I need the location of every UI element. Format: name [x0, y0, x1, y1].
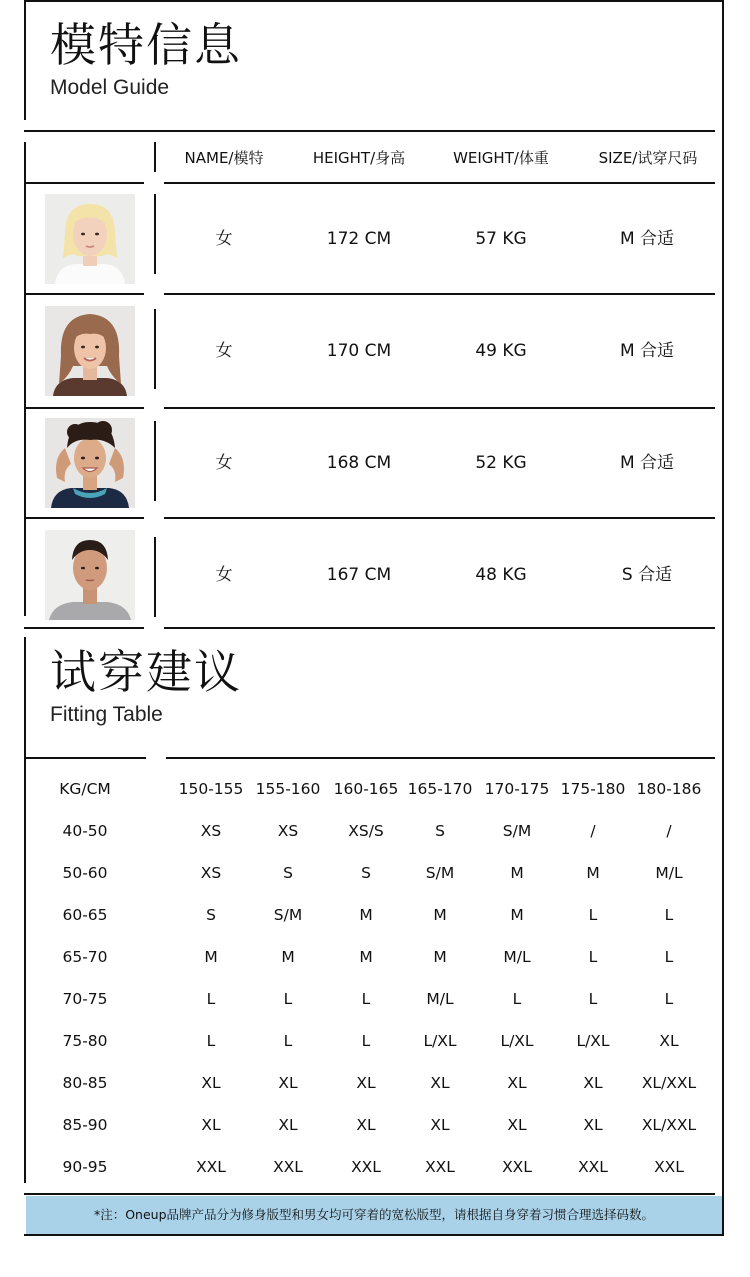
fitting-cell: XXL: [273, 1158, 303, 1176]
fitting-corner-label: KG/CM: [59, 780, 111, 798]
fitting-cell: XS/S: [348, 822, 384, 840]
model-4-weight: 48 KG: [475, 565, 527, 585]
fitting-cell: L: [664, 990, 674, 1008]
row-sep-right-1: [164, 293, 715, 295]
fitting-cell: XL: [278, 1116, 298, 1134]
fitting-cell: XL: [278, 1074, 298, 1092]
fitting-cell: L: [206, 990, 216, 1008]
fitting-divider-left: [24, 757, 146, 759]
header-weight: WEIGHT/体重: [453, 149, 549, 167]
row-sep-left-0: [24, 182, 144, 184]
model-1-weight: 57 KG: [475, 229, 527, 249]
row-sep-right-2: [164, 407, 715, 409]
fitting-cell: S/M: [273, 906, 303, 924]
fitting-cell: S: [361, 864, 371, 882]
model-photo-3: [45, 418, 135, 508]
fitting-cell: L: [283, 990, 293, 1008]
fitting-cell: XXL: [502, 1158, 532, 1176]
fitting-cell: XS: [277, 822, 299, 840]
fitting-cell: M: [586, 864, 600, 882]
fitting-cell: L: [361, 990, 371, 1008]
fitting-col-header: 160-165: [333, 780, 399, 798]
header-vertical-rule: [154, 142, 156, 172]
model-1-height: 172 CM: [326, 229, 392, 249]
fitting-cell: S/M: [425, 864, 455, 882]
model-2-height: 170 CM: [326, 341, 392, 361]
fitting-cell: L: [512, 990, 522, 1008]
fitting-cell: L/XL: [576, 1032, 610, 1050]
fitting-cell: L: [588, 906, 598, 924]
fitting-col-header: 180-186: [636, 780, 702, 798]
fitting-row-label: 65-70: [62, 948, 108, 966]
left-rule-models: [24, 142, 26, 616]
fitting-row-label: 50-60: [62, 864, 108, 882]
model-2-weight: 49 KG: [475, 341, 527, 361]
fitting-row: [30, 945, 720, 969]
fitting-cell: XS: [200, 864, 222, 882]
fitting-cell: XXL: [578, 1158, 608, 1176]
top-border: [26, 0, 722, 2]
fitting-cell: XL: [430, 1116, 450, 1134]
fitting-col-header: 155-160: [255, 780, 321, 798]
fitting-cell: L: [361, 1032, 371, 1050]
fitting-row-label: 60-65: [62, 906, 108, 924]
fitting-cell: XL: [356, 1074, 376, 1092]
model-section-title-en: Model Guide: [50, 76, 170, 99]
left-rule-top: [24, 0, 26, 120]
fitting-cell: L: [588, 948, 598, 966]
row-sep-right-0: [164, 182, 715, 184]
fitting-row: [30, 1113, 720, 1137]
fitting-cell: XL: [583, 1074, 603, 1092]
fitting-cell: L: [664, 948, 674, 966]
header-size: SIZE/试穿尺码: [598, 149, 698, 167]
row-sep-left-4: [24, 627, 144, 629]
model-section-title-cn: 模特信息: [50, 18, 242, 72]
fitting-row-label: 85-90: [62, 1116, 108, 1134]
fitting-cell: XXL: [425, 1158, 455, 1176]
fitting-row: [30, 861, 720, 885]
fitting-cell: M/L: [503, 948, 531, 966]
bottom-border: [24, 1234, 724, 1236]
fitting-row: [30, 1155, 720, 1179]
fitting-cell: M/L: [426, 990, 454, 1008]
fitting-cell: S: [283, 864, 293, 882]
left-rule-fitting: [24, 637, 26, 1183]
fitting-cell: L/XL: [423, 1032, 457, 1050]
fitting-cell: S: [206, 906, 216, 924]
fitting-divider-right: [166, 757, 715, 759]
fitting-cell: M: [433, 906, 447, 924]
model-photo-2: [45, 306, 135, 396]
fitting-cell: S/M: [502, 822, 532, 840]
row-sep-right-3: [164, 517, 715, 519]
fitting-cell: XXL: [654, 1158, 684, 1176]
fitting-cell: S: [435, 822, 445, 840]
row-sep-left-2: [24, 407, 144, 409]
fitting-cell: XL: [507, 1074, 527, 1092]
fitting-cell: XL: [201, 1116, 221, 1134]
model-3-weight: 52 KG: [475, 453, 527, 473]
fitting-cell: L: [206, 1032, 216, 1050]
fitting-cell: L: [664, 906, 674, 924]
section-divider-1: [24, 130, 715, 132]
model-3-size: M 合适: [619, 453, 675, 473]
fitting-header-row: [30, 777, 720, 801]
model-photo-1: [45, 194, 135, 284]
row-sep-left-3: [24, 517, 144, 519]
fitting-cell: XL: [659, 1032, 679, 1050]
fitting-cell: L: [588, 990, 598, 1008]
fitting-row: [30, 987, 720, 1011]
model-4-name: 女: [215, 565, 233, 585]
fitting-cell: M: [204, 948, 218, 966]
fitting-cell: /: [666, 822, 672, 840]
model-2-name: 女: [215, 341, 233, 361]
fitting-cell: XS: [200, 822, 222, 840]
header-name: NAME/模特: [184, 149, 264, 167]
fitting-row-label: 70-75: [62, 990, 108, 1008]
fitting-cell: M: [510, 864, 524, 882]
model-4-size: S 合适: [621, 565, 673, 585]
fitting-cell: L: [283, 1032, 293, 1050]
fitting-cell: M: [359, 948, 373, 966]
fitting-cell: XL: [356, 1116, 376, 1134]
fitting-cell: XL: [201, 1074, 221, 1092]
row-sep-right-4: [164, 627, 715, 629]
fitting-col-header: 170-175: [484, 780, 550, 798]
fitting-cell: XL: [583, 1116, 603, 1134]
fitting-row: [30, 819, 720, 843]
row-sep-left-1: [24, 293, 144, 295]
fitting-col-header: 150-155: [178, 780, 244, 798]
fitting-cell: XL/XXL: [641, 1116, 697, 1134]
model-3-height: 168 CM: [326, 453, 392, 473]
fitting-cell: M: [359, 906, 373, 924]
fitting-row: [30, 903, 720, 927]
fitting-cell: XXL: [351, 1158, 381, 1176]
fitting-cell: M: [510, 906, 524, 924]
fitting-note: *注：Oneup品牌产品分为修身版型和男女均可穿着的宽松版型，请根据自身穿着习惯合理选择码数。: [26, 1196, 722, 1234]
model-3-name: 女: [215, 453, 233, 473]
model-2-size: M 合适: [619, 341, 675, 361]
fitting-row: [30, 1071, 720, 1095]
model-1-name: 女: [215, 229, 233, 249]
model-photo-4: [45, 530, 135, 620]
fitting-col-header: 175-180: [560, 780, 626, 798]
fitting-cell: M: [433, 948, 447, 966]
fitting-row-label: 80-85: [62, 1074, 108, 1092]
fitting-row-label: 40-50: [62, 822, 108, 840]
header-height: HEIGHT/身高: [312, 149, 406, 167]
fitting-cell: XL: [430, 1074, 450, 1092]
fitting-cell: M/L: [655, 864, 683, 882]
fitting-section-title-en: Fitting Table: [50, 703, 163, 726]
fitting-section-title-cn: 试穿建议: [50, 645, 242, 699]
fitting-cell: XXL: [196, 1158, 226, 1176]
note-top-border: [24, 1193, 715, 1195]
fitting-row-label: 75-80: [62, 1032, 108, 1050]
fitting-col-header: 165-170: [407, 780, 473, 798]
fitting-cell: /: [590, 822, 596, 840]
fitting-cell: L/XL: [500, 1032, 534, 1050]
fitting-cell: XL/XXL: [641, 1074, 697, 1092]
right-rule: [722, 0, 724, 1236]
model-4-height: 167 CM: [326, 565, 392, 585]
model-1-size: M 合适: [619, 229, 675, 249]
fitting-cell: XL: [507, 1116, 527, 1134]
fitting-row: [30, 1029, 720, 1053]
fitting-cell: M: [281, 948, 295, 966]
fitting-row-label: 90-95: [62, 1158, 108, 1176]
